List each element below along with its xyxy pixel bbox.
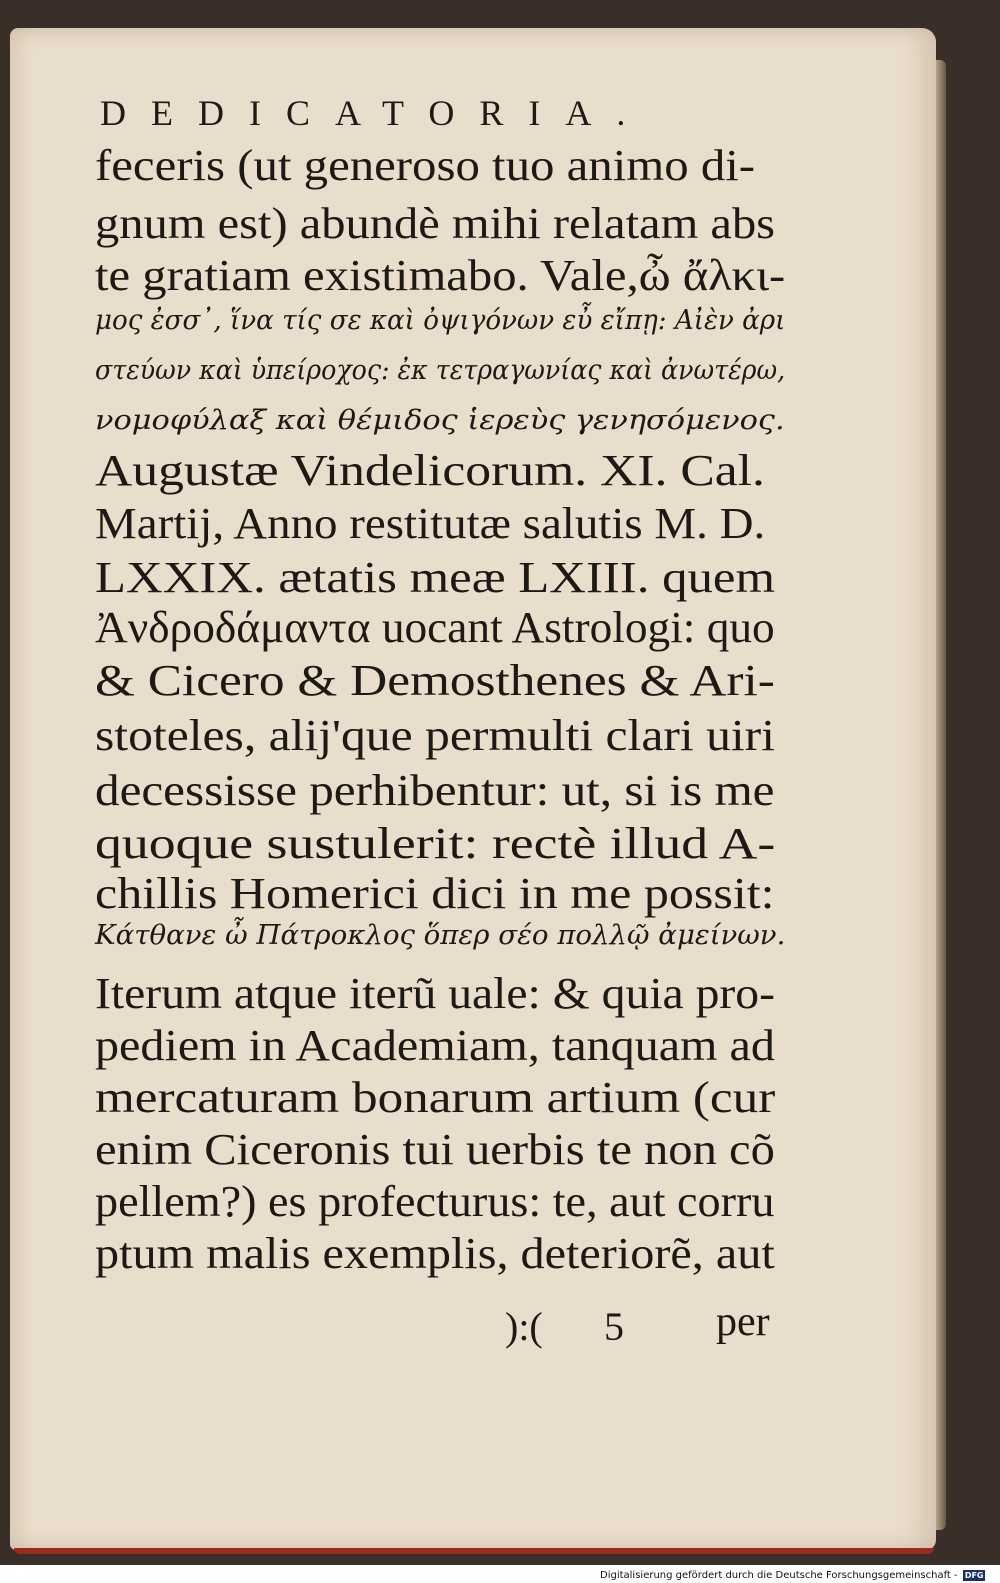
footer-credit: Digitalisierung gefördert durch die Deutsche Forschungsgemeinschaft - DFG [600,1568,1000,1583]
text-line: Κάτθανε ὦ Πάτροκλος ὅπερ σέο πολλῷ ἀμείνων. [95,920,786,951]
text-line: μος ἐσσ᾽, ἵνα τίς σε καὶ ὀψιγόνων εὖ εἴπῃ: Αἰὲν ἀρι [95,305,786,336]
page-bottom-edge [14,1548,934,1554]
text-line: Augustæ Vindelicorum. XI. Cal. [95,446,765,495]
running-header: DEDICATORIA. [100,93,651,133]
text-line: gnum est) abundè mihi relatam abs [95,199,776,248]
text-line: pellem?) es profecturus: te, aut corru [95,1177,775,1226]
text-line: νομοφύλαξ καὶ θέμιδος ἱερεὺς γενησόμενος. [95,405,785,436]
catchword: per [716,1299,770,1345]
text-line: Ἀνδροδάμαντα uocant Astrologi: quo [95,603,775,652]
text-line: chillis Homerici dici in me possit: [95,869,775,918]
text-line: quoque sustulerit: rectè illud A- [95,819,776,868]
text-line: ptum malis exemplis, deteriorẽ, aut [95,1229,775,1278]
page-edge [936,60,946,1530]
text-line: & Cicero & Demosthenes & Ari- [95,656,775,705]
text-line: te gratiam existimabo. Vale,ὦ ἄλκι- [95,251,786,300]
text-line: enim Ciceronis tui uerbis te non cõ [95,1125,775,1174]
text-line: στεύων καὶ ὑπείροχος: ἐκ τετραγωνίας καὶ ἀνωτέρω, [95,355,786,386]
text-line: Martij, Anno restitutæ salutis M. D. [95,499,766,548]
signature-mark: ):( [505,1304,543,1349]
text-line: decessisse perhibentur: ut, si is me [95,766,775,815]
text-line: Iterum atque iterũ uale: & quia pro- [95,969,775,1018]
text-line: stoteles, alij'que permulti clari uiri [95,711,775,760]
text-line: pediem in Academiam, tanquam ad [95,1021,775,1070]
page-number: 5 [604,1304,624,1349]
text-line: LXXIX. ætatis meæ LXIII. quem [95,553,775,602]
footer-text: Digitalisierung gefördert durch die Deutsche Forschungsgemeinschaft [600,1570,951,1581]
text-line: mercaturam bonarum artium (cur [95,1073,776,1122]
text-line: feceris (ut generoso tuo animo di- [95,141,756,190]
dfg-logo: DFG [964,1570,984,1580]
